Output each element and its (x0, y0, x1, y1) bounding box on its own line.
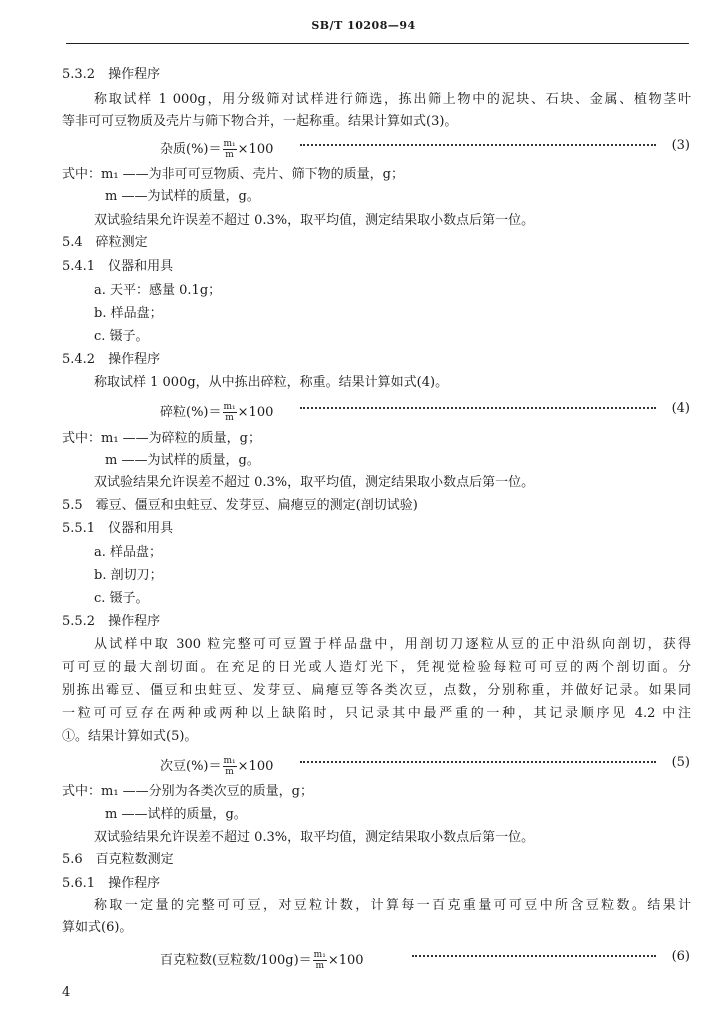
fraction: $\frac{\text{m₁}}{m}$ (223, 402, 236, 423)
formula-3 (160, 132, 690, 160)
formula-lhs: 次豆(%)＝ (160, 759, 222, 774)
paragraph-line: 别拣出霉豆、僵豆和虫蛀豆、发芽豆、扁瘪豆等各类次豆，点数，分别称重，并做好记录。如果同 (62, 683, 691, 698)
formula-lhs: 杂质(%)＝ (160, 142, 222, 157)
fraction: $\frac{\text{m₁}}{m}$ (223, 756, 236, 777)
formula-tail: ×100 (237, 405, 274, 420)
where-line: 式中：m₁ ——分别为各类次豆的质量，g； (62, 784, 313, 799)
formula-tail: ×100 (327, 953, 364, 968)
where-line: m ——为试样的质量，g。 (105, 189, 260, 204)
list-item: c. 镊子。 (94, 591, 149, 606)
paragraph-line: ①。结果计算如式(5)。 (62, 729, 198, 744)
where-line: m ——试样的质量，g。 (105, 807, 247, 822)
heading-5-4-1: 5.4.1 仪器和用具 (62, 259, 174, 274)
heading-5-5-2: 5.5.2 操作程序 (62, 614, 161, 629)
where-line: 式中：m₁ ——为碎粒的质量，g； (62, 431, 261, 446)
formula-lhs: 碎粒(%)＝ (160, 405, 222, 420)
equation-number: (3) (671, 138, 690, 153)
leader-dots (412, 955, 656, 957)
leader-dots (300, 761, 656, 763)
heading-5-4: 5.4 碎粒测定 (62, 235, 148, 250)
heading-5-4-2: 5.4.2 操作程序 (62, 352, 161, 367)
formula-6 (160, 943, 690, 971)
formula-4 (160, 395, 690, 423)
paragraph-line: 双试验结果允许误差不超过 0.3%，取平均值，测定结果取小数点后第一位。 (94, 213, 535, 228)
paragraph-line: 称取一定量的完整可可豆，对豆粒计数，计算每一百克重量可可豆中所含豆粒数。结果计 (94, 898, 691, 913)
equation-number: (5) (671, 755, 690, 770)
equation-number: (4) (671, 401, 690, 416)
paragraph-line: 双试验结果允许误差不超过 0.3%，取平均值，测定结果取小数点后第一位。 (94, 475, 535, 490)
paragraph-line: 算如式(6)。 (62, 920, 133, 935)
list-item: b. 剖切刀； (94, 568, 163, 583)
paragraph-line: 双试验结果允许误差不超过 0.3%，取平均值，测定结果取小数点后第一位。 (94, 830, 535, 845)
heading-5-5-1: 5.5.1 仪器和用具 (62, 521, 174, 536)
paragraph-line: 一粒可可豆存在两种或两种以上缺陷时，只记录其中最严重的一种，其记录顺序见 4.2 中注 (62, 706, 691, 721)
heading-5-6: 5.6 百克粒数测定 (62, 852, 174, 867)
heading-5-6-1: 5.6.1 操作程序 (62, 876, 161, 891)
paragraph-line: 从试样中取 300 粒完整可可豆置于样品盘中，用剖切刀逐粒从豆的正中沿纵向剖切，获得 (94, 637, 691, 652)
page-number: 4 (62, 985, 71, 1000)
paragraph-line: 称取试样 1 000g，用分级筛对试样进行筛选，拣出筛上物中的泥块、石块、金属、植物茎叶 (94, 92, 691, 107)
where-line: 式中：m₁ ——为非可可豆物质、壳片、筛下物的质量，g； (62, 167, 404, 182)
heading-5-5: 5.5 霉豆、僵豆和虫蛀豆、发芽豆、扁瘪豆的测定(剖切试验) (62, 498, 418, 513)
standard-header: SB/T 10208—94 (311, 19, 416, 32)
paragraph-line: 等非可可豆物质及壳片与筛下物合并，一起称重。结果计算如式(3)。 (62, 114, 458, 129)
header-rule (66, 43, 689, 44)
formula-lhs: 百克粒数(豆粒数/100g)＝ (160, 953, 312, 968)
list-item: a. 天平：感量 0.1g； (94, 283, 222, 298)
list-item: c. 镊子。 (94, 329, 149, 344)
list-item: a. 样品盘； (94, 545, 163, 560)
list-item: b. 样品盘； (94, 306, 163, 321)
formula-tail: ×100 (237, 142, 274, 157)
equation-number: (6) (671, 949, 690, 964)
formula-tail: ×100 (237, 759, 274, 774)
paragraph-line: 称取试样 1 000g，从中拣出碎粒，称重。结果计算如式(4)。 (94, 375, 449, 390)
leader-dots (300, 144, 656, 146)
leader-dots (300, 407, 656, 409)
formula-5 (160, 749, 690, 777)
heading-5-3-2: 5.3.2 操作程序 (62, 67, 161, 82)
where-line: m ——为试样的质量，g。 (105, 453, 260, 468)
paragraph-line: 可可豆的最大剖切面。在充足的日光或人造灯光下，凭视觉检验每粒可可豆的两个剖切面。分 (62, 660, 691, 675)
fraction: $\frac{\text{m₁}}{m}$ (223, 139, 236, 160)
fraction: $\frac{\text{m₁}}{m}$ (313, 950, 326, 971)
